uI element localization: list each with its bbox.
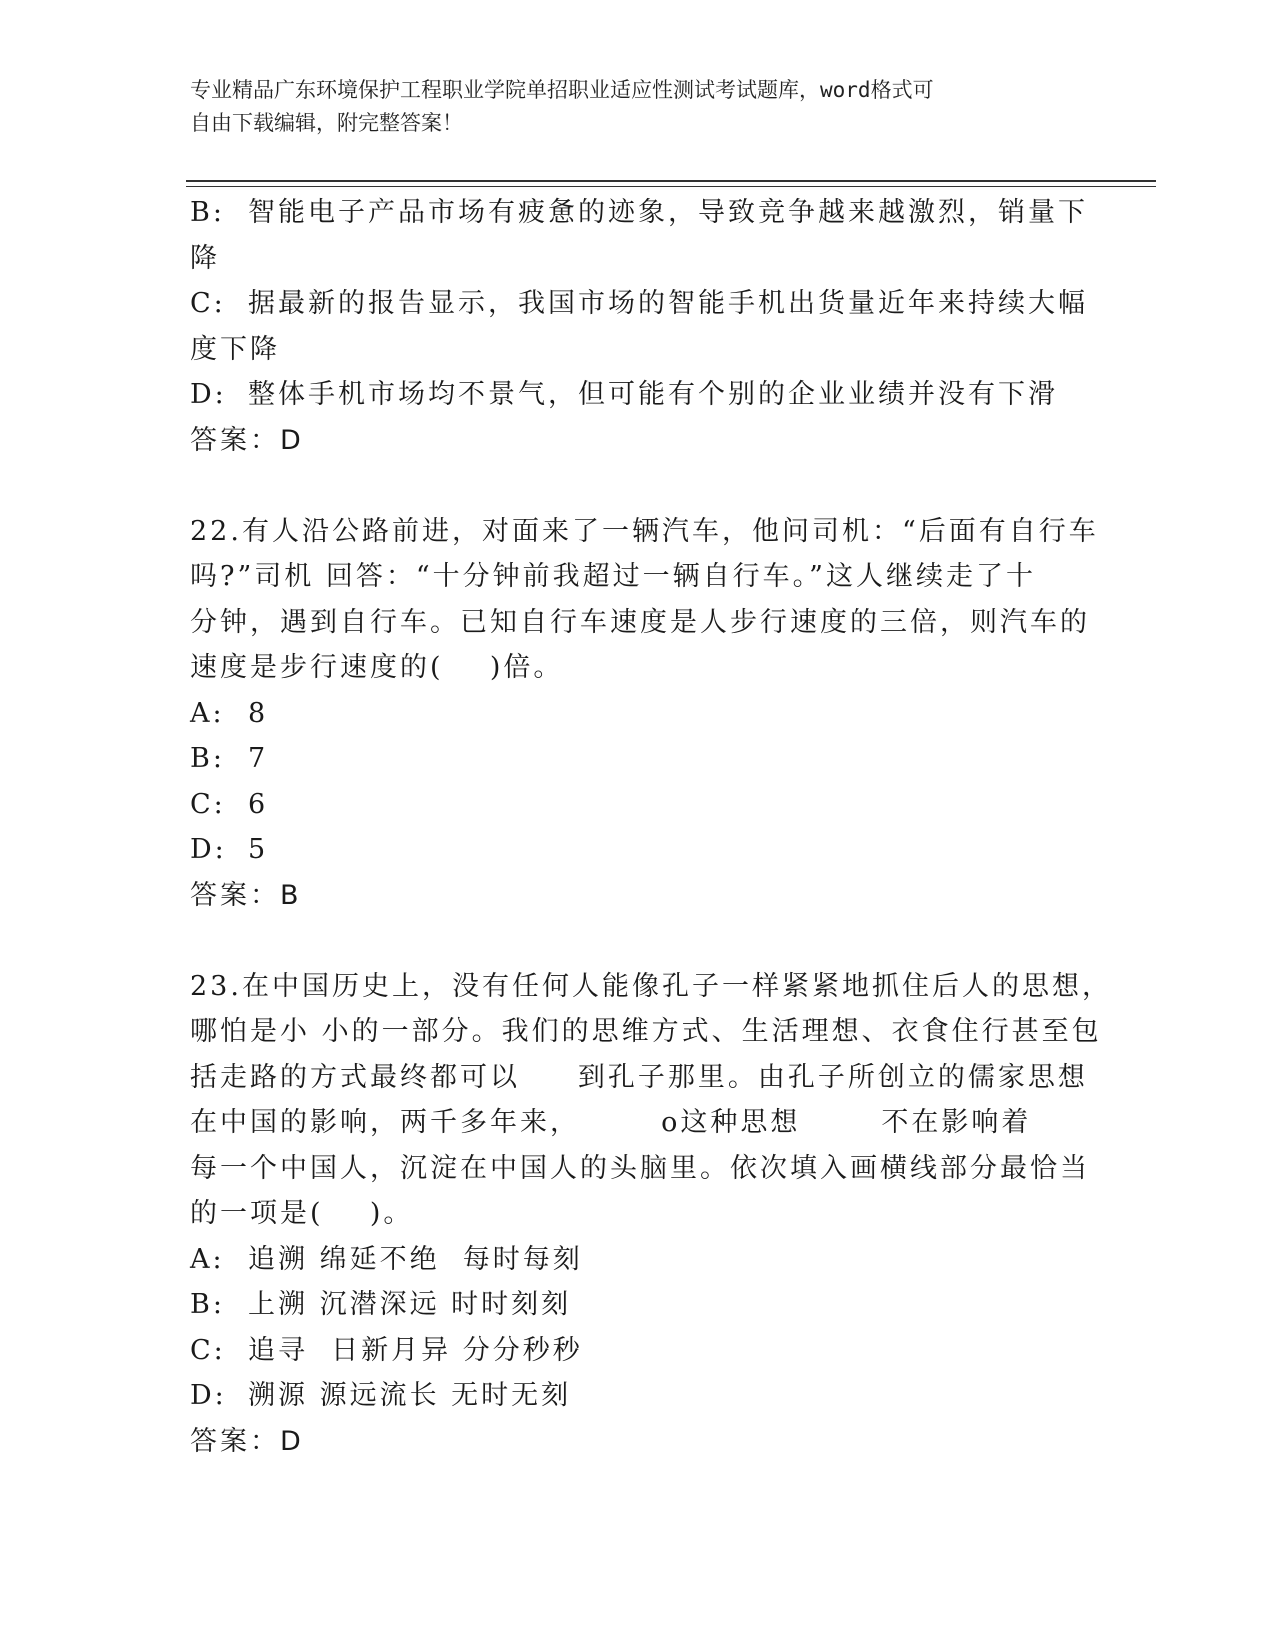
option-text: 智能电子产品市场有疲惫的迹象，导致竞争越来越激烈，销量下 bbox=[248, 197, 1088, 228]
question-text-line: 每一个中国人，沉淀在中国人的头脑里。依次填入画横线部分最恰当 bbox=[190, 1152, 1090, 1184]
question-text-line: 分钟，遇到自行车。已知自行车速度是人步行速度的三倍，则汽车的 bbox=[190, 606, 1090, 638]
question-text-line: 吗?”司机 回答：“十分钟前我超过一辆自行车。”这人继续走了十 bbox=[190, 561, 1036, 592]
option-text: 追溯 绵延不绝 每时每刻 bbox=[248, 1243, 583, 1275]
option-d bbox=[190, 372, 1090, 418]
option-a bbox=[190, 1237, 1090, 1283]
question-text-line: 在中国的影响，两千多年来， o这种思想 不在影响着 bbox=[190, 1107, 1032, 1138]
option-label: A: bbox=[190, 697, 225, 729]
option-label: C: bbox=[190, 1334, 226, 1366]
answer-line: 答案：D bbox=[190, 1425, 304, 1457]
option-c bbox=[190, 1328, 1090, 1374]
option-c-continued: 度下降 bbox=[190, 333, 280, 365]
question-text-line: 22.有人沿公路前进，对面来了一辆汽车，他问司机：“后面有自行车 bbox=[190, 515, 1099, 547]
answer-line: 答案：D bbox=[190, 424, 304, 456]
header-line-1: 专业精品广东环境保护工程职业学院单招职业适应性测试考试题库，word格式可 bbox=[190, 78, 934, 102]
header-rule-thin bbox=[186, 186, 1156, 187]
option-b bbox=[190, 190, 1090, 236]
option-text: 5 bbox=[248, 834, 269, 865]
option-label: D: bbox=[190, 379, 227, 410]
header-line-2: 自由下载编辑，附完整答案！ bbox=[190, 111, 463, 135]
option-d bbox=[190, 827, 1090, 873]
option-text: 据最新的报告显示，我国市场的智能手机出货量近年来持续大幅 bbox=[248, 288, 1088, 319]
document-header bbox=[190, 74, 1070, 140]
option-label: C: bbox=[190, 288, 226, 319]
option-label: C: bbox=[190, 788, 226, 820]
option-label: B: bbox=[190, 743, 225, 774]
option-c bbox=[190, 782, 1090, 828]
option-text: 8 bbox=[248, 697, 269, 729]
option-label: D: bbox=[190, 1380, 227, 1411]
option-b bbox=[190, 736, 1090, 782]
question-text-line: 23.在中国历史上，没有任何人能像孔子一样紧紧地抓住后人的思想， bbox=[190, 970, 1112, 1002]
option-label: A: bbox=[190, 1243, 225, 1275]
option-label: B: bbox=[190, 1289, 225, 1320]
question-text-line: 的一项是( )。 bbox=[190, 1198, 414, 1229]
option-text: 追寻 日新月异 分分秒秒 bbox=[248, 1334, 583, 1366]
question-text-line: 哪怕是小 小的一部分。我们的思维方式、生活理想、衣食住行甚至包 bbox=[190, 1016, 1102, 1047]
option-text: 整体手机市场均不景气，但可能有个别的企业业绩并没有下滑 bbox=[248, 379, 1058, 410]
spacer bbox=[190, 463, 1090, 509]
option-a bbox=[190, 691, 1090, 737]
option-b bbox=[190, 1282, 1090, 1328]
spacer bbox=[190, 918, 1090, 964]
option-text: 7 bbox=[248, 743, 269, 774]
question-text-line: 括走路的方式最终都可以 到孔子那里。由孔子所创立的儒家思想 bbox=[190, 1061, 1088, 1093]
option-label: B: bbox=[190, 197, 225, 228]
option-text: 溯源 源远流长 无时无刻 bbox=[248, 1380, 572, 1411]
option-text: 上溯 沉潜深远 时时刻刻 bbox=[248, 1289, 572, 1320]
option-label: D: bbox=[190, 834, 227, 865]
prev-question-options bbox=[190, 190, 1090, 463]
option-b-continued: 降 bbox=[190, 242, 220, 274]
question-text-line: 速度是步行速度的( )倍。 bbox=[190, 652, 564, 683]
question-23 bbox=[190, 964, 1112, 1465]
document-body bbox=[190, 190, 1112, 1464]
option-c bbox=[190, 281, 1090, 327]
question-22 bbox=[190, 509, 1099, 919]
answer-line: 答案：B bbox=[190, 879, 302, 911]
header-rule-thick bbox=[186, 180, 1156, 182]
option-d bbox=[190, 1373, 1090, 1419]
option-text: 6 bbox=[248, 788, 269, 820]
